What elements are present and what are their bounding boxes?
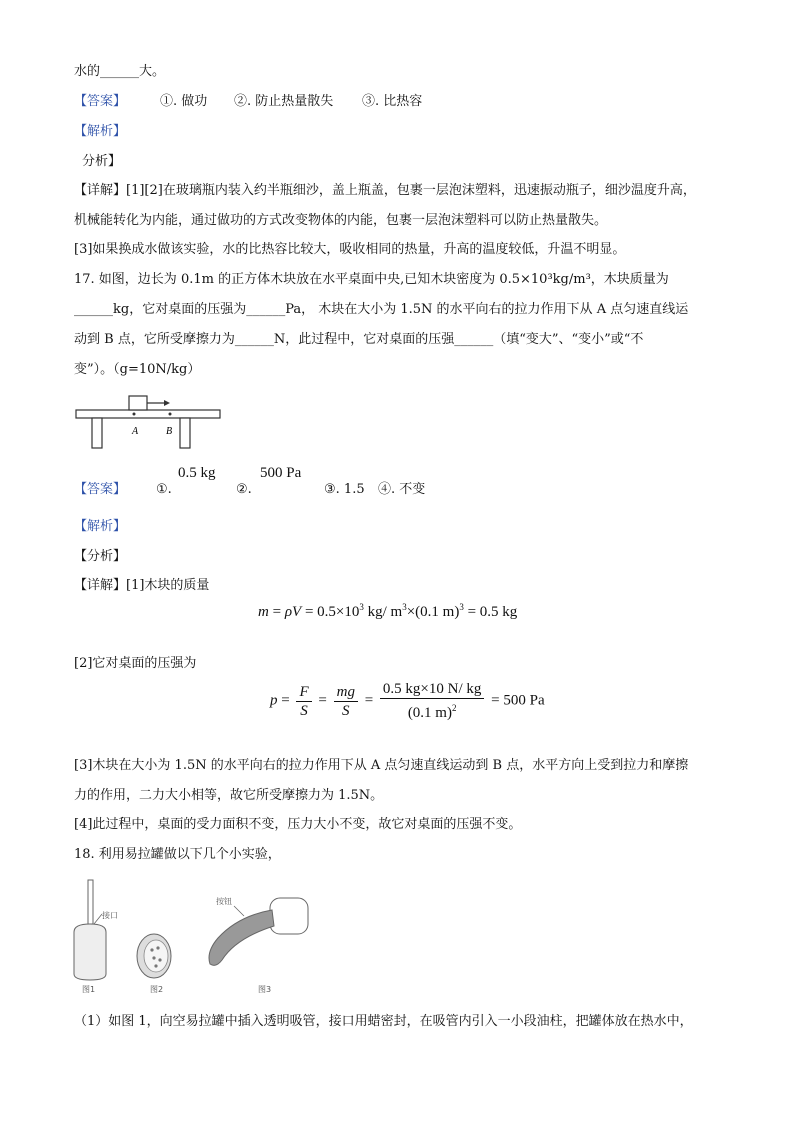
detail-tag: 【详解】 xyxy=(74,578,127,593)
q16-detail-1 xyxy=(74,181,734,201)
q16-answer-2: ②. 防止热量散失 xyxy=(234,94,334,109)
q17-ans1-value: 0.5 kg xyxy=(178,465,216,481)
table-top xyxy=(76,410,220,418)
q16-detail-3: [3]如果换成水做该实验，水的比热容比较大，吸收相同的热量，升高的温度较低，升温不明显。 xyxy=(74,242,626,257)
can-3 xyxy=(270,898,308,934)
q16-analysis-tag: 【解析】 xyxy=(74,124,127,139)
q18-line-2: （1）如图 1，向空易拉罐中插入透明吸管，接口用蜡密封，在吸管内引入一小段油柱，把罐体放在热水中， xyxy=(74,1014,693,1029)
q16-answer-3: ③. 比热容 xyxy=(362,94,423,109)
q17-detail-2: [2]它对桌面的压强为 xyxy=(74,656,197,671)
button-pointer xyxy=(234,906,244,916)
q17-detail-1-text: [1]木块的质量 xyxy=(126,578,210,593)
q17-ans4: ④. 不变 xyxy=(378,482,426,497)
point-a-dot xyxy=(133,413,136,416)
q17-ans3: ③. 1.5 xyxy=(324,482,365,497)
label-connector: 接口 xyxy=(102,911,118,920)
point-b-dot xyxy=(169,413,172,416)
q17-ans2-value: 500 Pa xyxy=(260,465,302,481)
label-fig3: 图3 xyxy=(258,985,272,994)
q17-line-4: 变”）。（g=10N/kg） xyxy=(74,362,201,377)
label-b: B xyxy=(166,426,173,437)
connector-pointer xyxy=(94,914,102,924)
q17-ans2-prefix: ②. xyxy=(236,482,252,497)
q17-ans1-prefix: ①. xyxy=(156,482,172,497)
straw xyxy=(88,880,93,924)
label-fig1: 图1 xyxy=(82,985,96,994)
wood-block xyxy=(129,396,147,410)
table-leg-left xyxy=(92,418,102,448)
q18-cans-figure xyxy=(68,876,328,996)
q16-answer-1: ①. 做功 xyxy=(160,94,208,109)
q17-line-2: ______kg，它对桌面的压强为______Pa， 木块在大小为 1.5N 的水平向右的拉力作用下从 A 点匀速直线运 xyxy=(74,302,689,317)
table-leg-right xyxy=(180,418,190,448)
q16-tail: 水的______大。 xyxy=(74,64,166,79)
detail-tag: 【详解】 xyxy=(74,183,127,198)
q17-fenxi-tag: 【分析】 xyxy=(74,549,127,564)
q16-fenxi: 分析】 xyxy=(82,154,122,169)
q17-detail-3b: 力的作用，二力大小相等，故它所受摩擦力为 1.5N。 xyxy=(74,788,384,803)
mass-formula: $m = \rho V = 0.5\times 10^3$ kg/ $m^3\times(0.1$ m)$^3$ = 0.5 kg xyxy=(258,602,518,620)
q17-line-1: 17. 如图，边长为 0.1m 的正方体木块放在水平桌面中央,已知木块密度为 0.5×10³kg/m³，木块质量为 xyxy=(74,272,669,287)
label-fig2: 图2 xyxy=(150,985,164,994)
q18-line-1: 18. 利用易拉罐做以下几个小实验， xyxy=(74,847,281,862)
q17-analysis-tag: 【解析】 xyxy=(74,519,127,534)
q17-detail-4: [4]此过程中，桌面的受力面积不变，压力大小不变，故它对桌面的压强不变。 xyxy=(74,817,522,832)
q17-line-3: 动到 B 点，它所受摩擦力为______N，此过程中，它对桌面的压强______（填“变大”、“变小”或“不 xyxy=(74,332,644,347)
label-button: 按钮 xyxy=(216,897,232,906)
q16-answer-row xyxy=(74,92,734,112)
q16-detail-1-text: [1][2]在玻璃瓶内装入约半瓶细沙，盖上瓶盖，包裹一层泡沫塑料，迅速振动瓶子，细沙温度升高， xyxy=(126,183,696,198)
pressure-formula: p = $\frac{F}{S}$ = $\frac{mg}{S}$ = $\frac{0.5 kg\times 10 N/ kg}{(0.1 m)^2}$ = 500 Pa xyxy=(270,681,545,721)
q17-answer-tag: 【答案】 xyxy=(74,482,127,497)
answer-tag: 【答案】 xyxy=(74,94,127,109)
q17-detail-3a: [3]木块在大小为 1.5N 的水平向右的拉力作用下从 A 点匀速直线运动到 B 点，水平方向上受到拉力和摩擦 xyxy=(74,758,689,773)
q16-detail-2: 机械能转化为内能，通过做功的方式改变物体的内能，包裹一层泡沫塑料可以防止热量散失。 xyxy=(74,213,608,228)
arrow-head-icon xyxy=(164,400,170,406)
q17-table-figure xyxy=(74,392,224,452)
q17-detail-1 xyxy=(74,576,734,596)
label-a: A xyxy=(132,426,139,437)
can-1 xyxy=(74,924,106,980)
balloon xyxy=(209,910,274,965)
